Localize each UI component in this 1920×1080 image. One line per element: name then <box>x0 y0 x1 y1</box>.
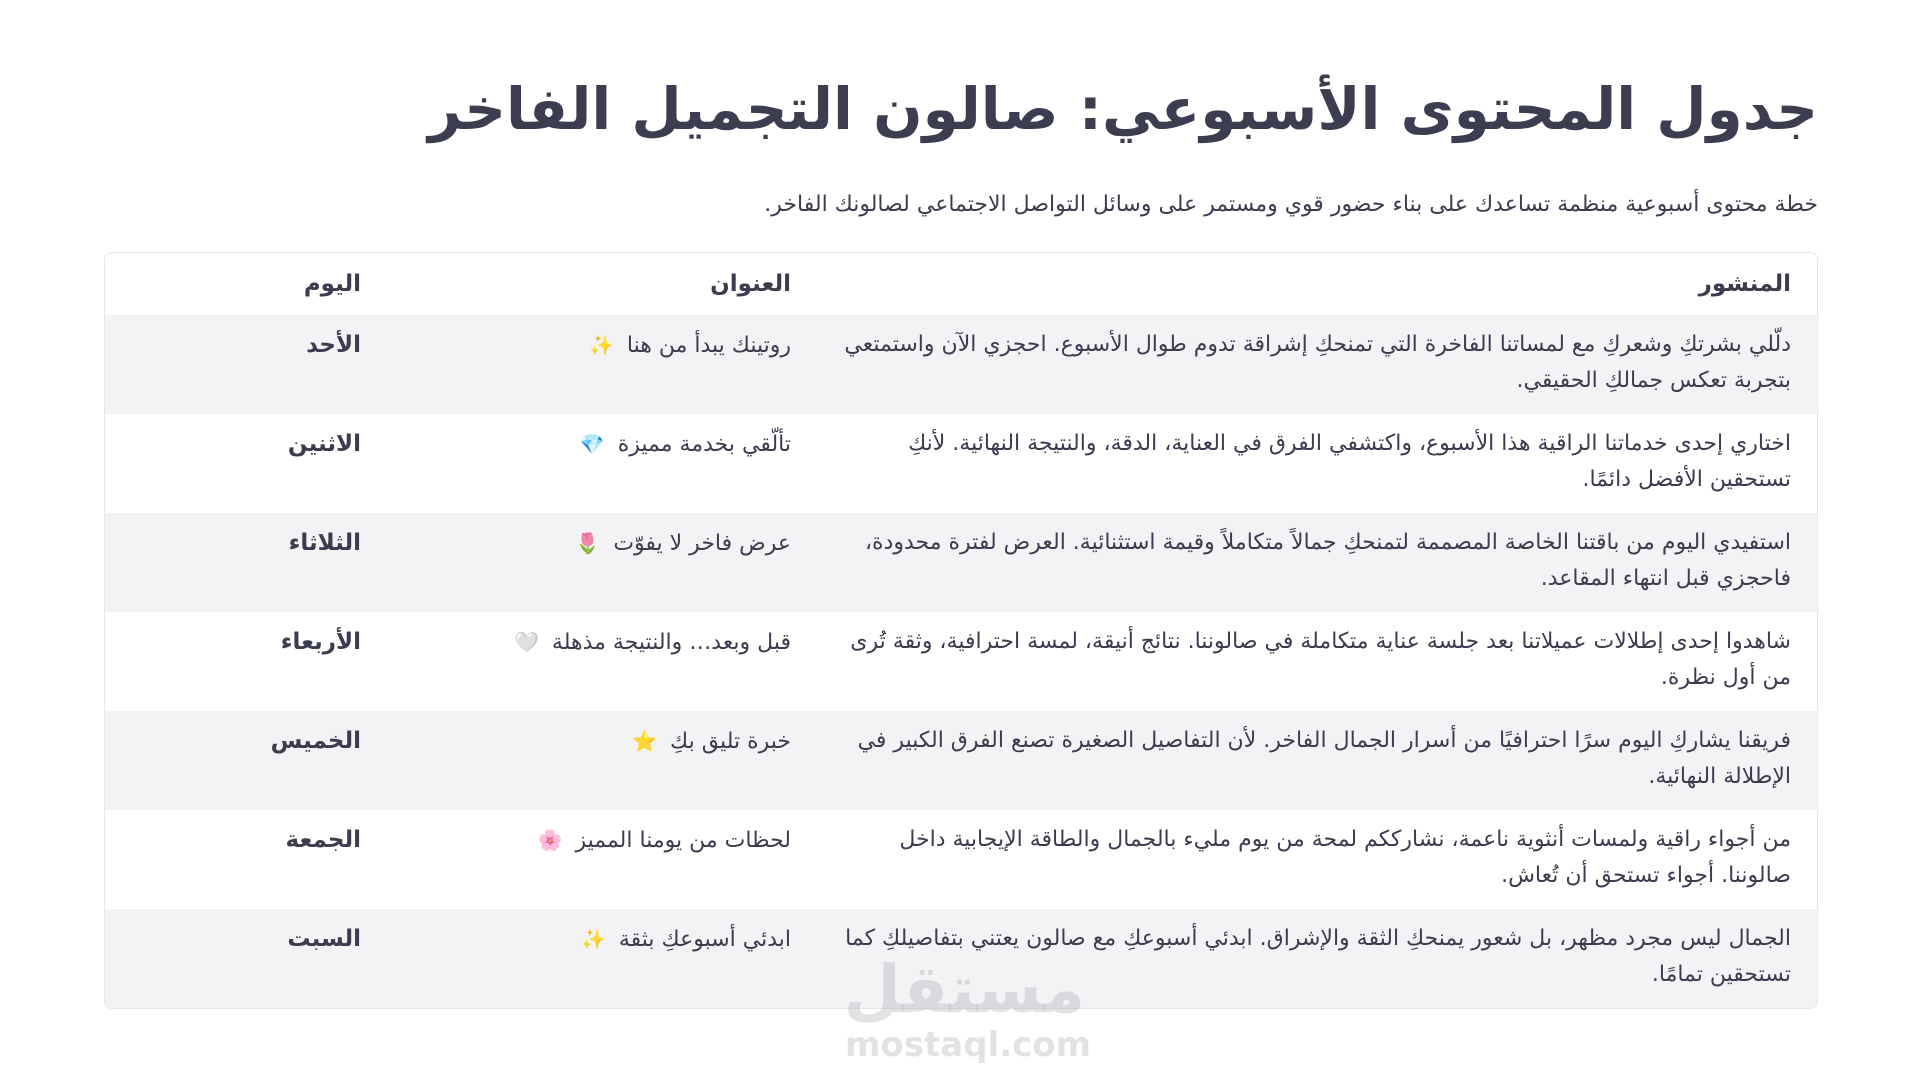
table-body <box>105 315 1817 1008</box>
title-text: ابدئي أسبوعكِ بثقة <box>618 927 791 952</box>
title-cell <box>387 909 817 1008</box>
table-header-row <box>105 253 1817 315</box>
title-cell <box>387 711 817 810</box>
day-cell: الخميس <box>105 711 387 810</box>
table-row <box>105 909 1817 1008</box>
title-text: عرض فاخر لا يفوّت <box>613 531 791 556</box>
table-row <box>105 612 1817 711</box>
emoji-icon: 🤍 <box>514 630 539 654</box>
day-cell: الثلاثاء <box>105 513 387 612</box>
title-cell <box>387 810 817 909</box>
table-row <box>105 315 1817 414</box>
table-row <box>105 810 1817 909</box>
emoji-icon: ✨ <box>589 333 614 357</box>
day-cell: الأحد <box>105 315 387 414</box>
post-cell: من أجواء راقية ولمسات أنثوية ناعمة، نشارككم لمحة من يوم مليء بالجمال والطاقة الإيجابية داخل صالوننا. أجواء تستحق أن تُعاش. <box>817 810 1817 909</box>
post-cell: دلّلي بشرتكِ وشعركِ مع لمساتنا الفاخرة التي تمنحكِ إشراقة تدوم طوال الأسبوع. احجزي الآن واستمتعي بتجربة تعكس جمالكِ الحقيقي. <box>817 315 1817 414</box>
post-cell: استفيدي اليوم من باقتنا الخاصة المصممة لتمنحكِ جمالاً متكاملاً وقيمة استثنائية. العرض لفترة محدودة، فاحجزي قبل انتهاء المقاعد. <box>817 513 1817 612</box>
title-cell <box>387 315 817 414</box>
table-row <box>105 711 1817 810</box>
watermark-url: mostaql.com <box>845 1025 1092 1065</box>
emoji-icon: ✨ <box>580 927 606 951</box>
table-row <box>105 513 1817 612</box>
title-text: تألّقي بخدمة مميزة <box>617 432 791 457</box>
watermark-logo: مستقل <box>843 951 1085 1028</box>
title-text: لحظات من يومنا المميز <box>575 828 791 853</box>
title-text: خبرة تليق بكِ <box>670 729 791 754</box>
emoji-icon: 🌸 <box>537 828 563 852</box>
title-text: روتينك يبدأ من هنا <box>626 333 791 358</box>
post-cell: اختاري إحدى خدماتنا الراقية هذا الأسبوع، واكتشفي الفرق في العناية، الدقة، والنتيجة النهائية. لأنكِ تستحقين الأفضل دائمًا. <box>817 414 1817 513</box>
day-cell: الاثنين <box>105 414 387 513</box>
header-day: اليوم <box>105 253 387 315</box>
emoji-icon: 🌷 <box>575 531 601 555</box>
content-schedule-table <box>104 252 1818 1009</box>
title-cell <box>387 612 817 711</box>
title-text: قبل وبعد… والنتيجة مذهلة <box>551 630 791 655</box>
page-title: جدول المحتوى الأسبوعي: صالون التجميل الفاخر <box>428 75 1818 143</box>
page-subtitle: خطة محتوى أسبوعية منظمة تساعدك على بناء حضور قوي ومستمر على وسائل التواصل الاجتماعي لصالونك الفاخر. <box>764 192 1818 217</box>
day-cell: الأربعاء <box>105 612 387 711</box>
title-cell <box>387 513 817 612</box>
emoji-icon: ⭐ <box>632 729 658 753</box>
post-cell: شاهدوا إحدى إطلالات عميلاتنا بعد جلسة عناية متكاملة في صالوننا. نتائج أنيقة، لمسة احترافية، وثقة تُرى من أول نظرة. <box>817 612 1817 711</box>
header-title: العنوان <box>387 253 817 315</box>
title-cell <box>387 414 817 513</box>
header-post: المنشور <box>817 253 1817 315</box>
day-cell: السبت <box>105 909 387 1008</box>
emoji-icon: 💎 <box>579 432 605 456</box>
day-cell: الجمعة <box>105 810 387 909</box>
post-cell: فريقنا يشاركِ اليوم سرًا احترافيًا من أسرار الجمال الفاخر. لأن التفاصيل الصغيرة تصنع الفرق الكبير في الإطلالة النهائية. <box>817 711 1817 810</box>
post-cell: الجمال ليس مجرد مظهر، بل شعور يمنحكِ الثقة والإشراق. ابدئي أسبوعكِ مع صالون يعتني بتفاصيلكِ كما تستحقين تمامًا. <box>817 909 1817 1008</box>
table-row <box>105 414 1817 513</box>
